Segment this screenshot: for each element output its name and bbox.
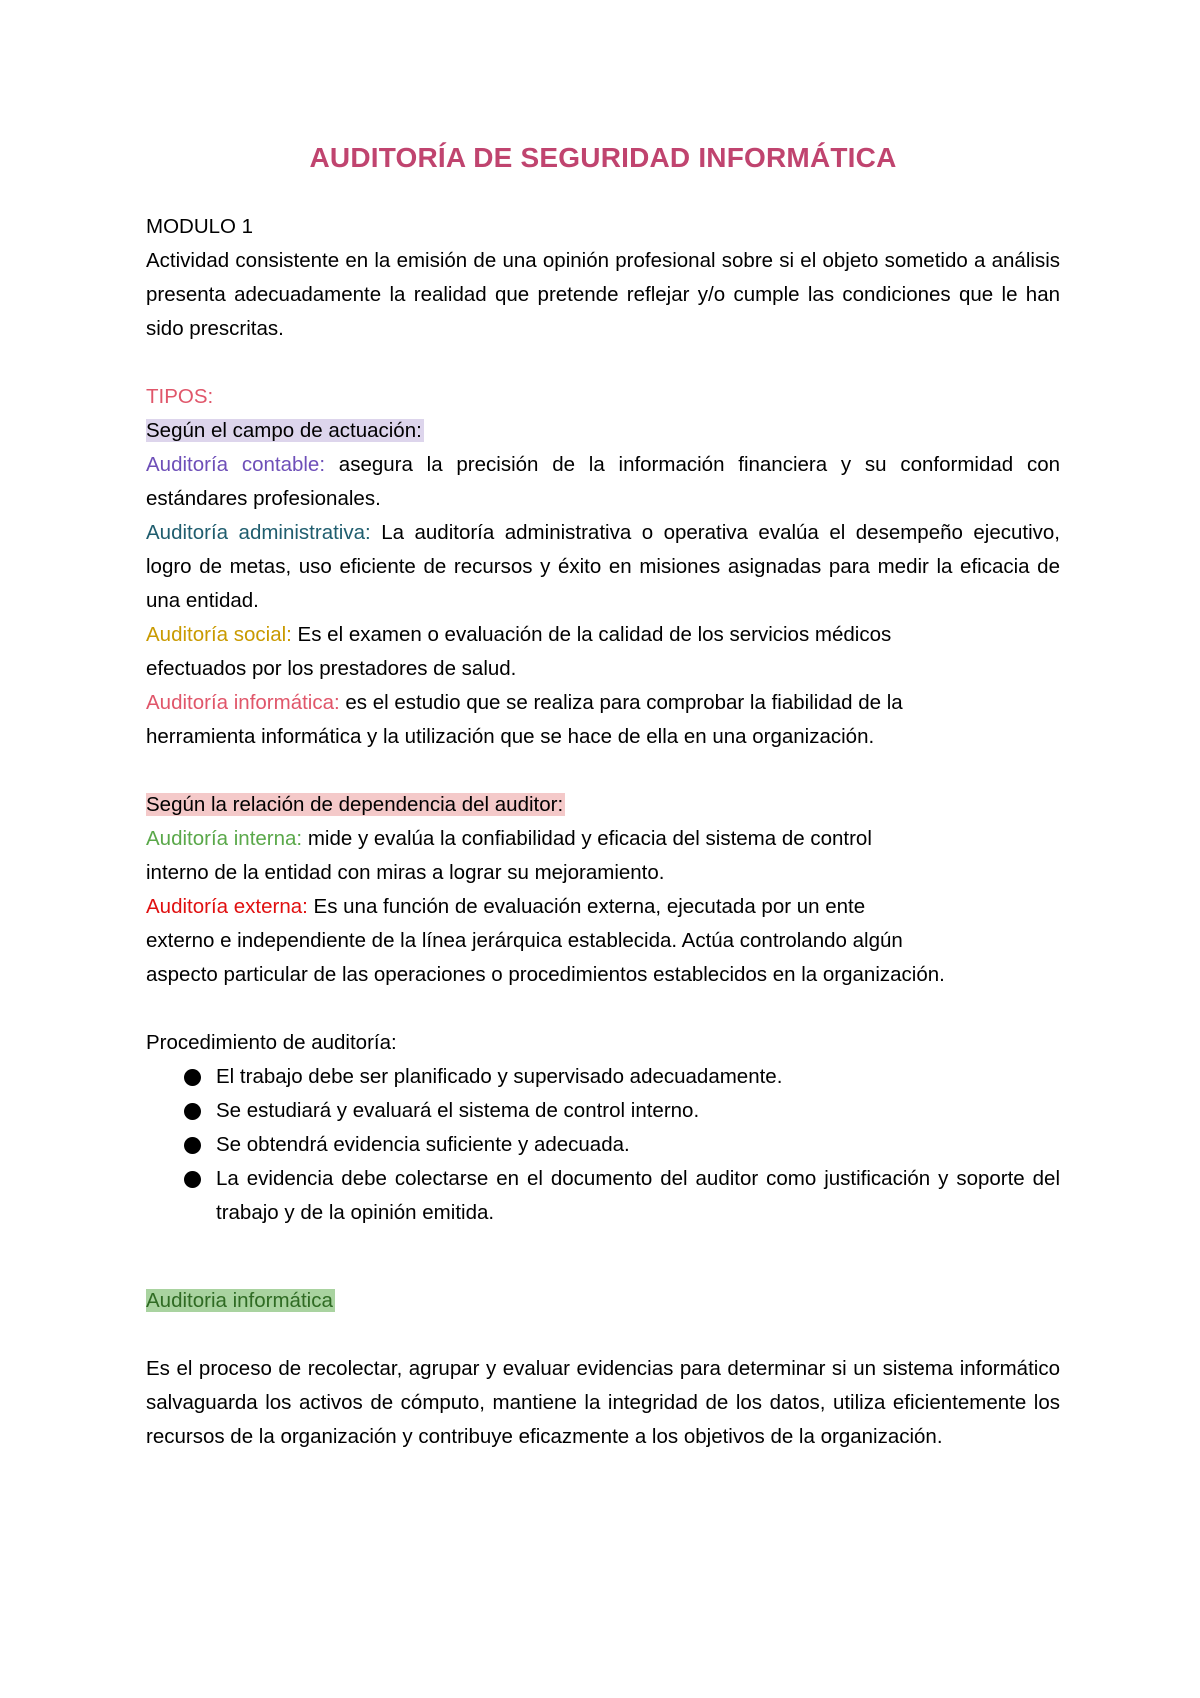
interna-paragraph	[146, 822, 1060, 890]
spacer	[146, 1230, 1060, 1264]
social-paragraph	[146, 618, 1060, 686]
spacer	[146, 1318, 1060, 1352]
informatica-paragraph	[146, 686, 1060, 754]
spacer	[146, 346, 1060, 380]
procedimiento-heading: Procedimiento de auditoría:	[146, 1031, 397, 1054]
list-item-text: Se obtendrá evidencia suficiente y adecuada.	[216, 1133, 630, 1156]
list-item-text: El trabajo debe ser planificado y supervisado adecuadamente.	[216, 1065, 783, 1088]
list-item	[184, 1094, 1060, 1128]
interna-line-2: interno de la entidad con miras a lograr su mejoramiento.	[146, 861, 665, 884]
document-title: AUDITORÍA DE SEGURIDAD INFORMÁTICA	[309, 142, 897, 173]
list-item	[184, 1128, 1060, 1162]
informatica-label: Auditoría informática:	[146, 691, 340, 714]
administrativa-text: La auditoría administrativa o operativa evalúa el desempeño ejecutivo, logro de metas, uso eficiente de recursos y éxito en misiones asignadas para medir la eficacia de una entidad.	[146, 521, 1061, 612]
list-item-text: Se estudiará y evaluará el sistema de control interno.	[216, 1099, 700, 1122]
document-page	[146, 140, 1060, 1454]
campo-heading-text: Según el campo de actuación:	[146, 419, 422, 442]
social-label: Auditoría social:	[146, 623, 292, 646]
externa-label: Auditoría externa:	[146, 895, 308, 918]
module-heading: MODULO 1	[146, 215, 254, 238]
externa-line-2: externo e independiente de la línea jerárquica establecida. Actúa controlando algún	[146, 929, 903, 952]
externa-line-1: Es una función de evaluación externa, ejecutada por un ente	[307, 895, 866, 918]
social-line-1: Es el examen o evaluación de la calidad de los servicios médicos	[291, 623, 892, 646]
contable-paragraph	[146, 448, 1060, 516]
informatica-line-2: herramienta informática y la utilización que se hace de ella en una organización.	[146, 725, 875, 748]
list-item	[184, 1162, 1060, 1230]
spacer	[146, 1264, 1060, 1284]
auditoria-informatica-heading	[146, 1284, 1060, 1318]
contable-label: Auditoría contable:	[146, 453, 326, 476]
externa-line-3: aspecto particular de las operaciones o procedimientos establecidos en la organización.	[146, 963, 945, 986]
campo-heading	[146, 414, 1060, 448]
module-definition: Actividad consistente en la emisión de una opinión profesional sobre si el objeto sometido a análisis presenta adecuadamente la realidad que pretende reflejar y/o cumple las condiciones que le han sido prescritas.	[146, 249, 1060, 340]
list-item	[184, 1060, 1060, 1094]
spacer	[146, 754, 1060, 788]
list-item-text: La evidencia debe colectarse en el documento del auditor como justificación y soporte del trabajo y de la opinión emitida.	[216, 1167, 1060, 1224]
contable-text: asegura la precisión de la información financiera y su conformidad con estándares profesionales.	[146, 453, 1060, 510]
auditoria-informatica-heading-text: Auditoria informática	[146, 1289, 333, 1312]
procedimiento-list	[146, 1060, 1060, 1230]
relacion-heading-text: Según la relación de dependencia del auditor:	[146, 793, 564, 816]
interna-line-1: mide y evalúa la confiabilidad y eficacia del sistema de control	[302, 827, 872, 850]
bullet-icon	[184, 1137, 201, 1154]
bullet-icon	[184, 1171, 201, 1188]
externa-paragraph	[146, 890, 1060, 992]
social-line-2: efectuados por los prestadores de salud.	[146, 657, 517, 680]
spacer	[146, 992, 1060, 1026]
interna-label: Auditoría interna:	[146, 827, 303, 850]
informatica-line-1: es el estudio que se realiza para comprobar la fiabilidad de la	[339, 691, 903, 714]
relacion-heading	[146, 788, 1060, 822]
auditoria-informatica-paragraph: Es el proceso de recolectar, agrupar y evaluar evidencias para determinar si un sistema informático salvaguarda los activos de cómputo, mantiene la integridad de los datos, utiliza eficientemente los recursos de la organización y contribuye eficazmente a los objetivos de la organización.	[146, 1357, 1060, 1448]
administrativa-paragraph	[146, 516, 1060, 618]
tipos-heading: TIPOS:	[146, 385, 214, 408]
bullet-icon	[184, 1103, 201, 1120]
bullet-icon	[184, 1069, 201, 1086]
administrativa-label: Auditoría administrativa:	[146, 521, 371, 544]
